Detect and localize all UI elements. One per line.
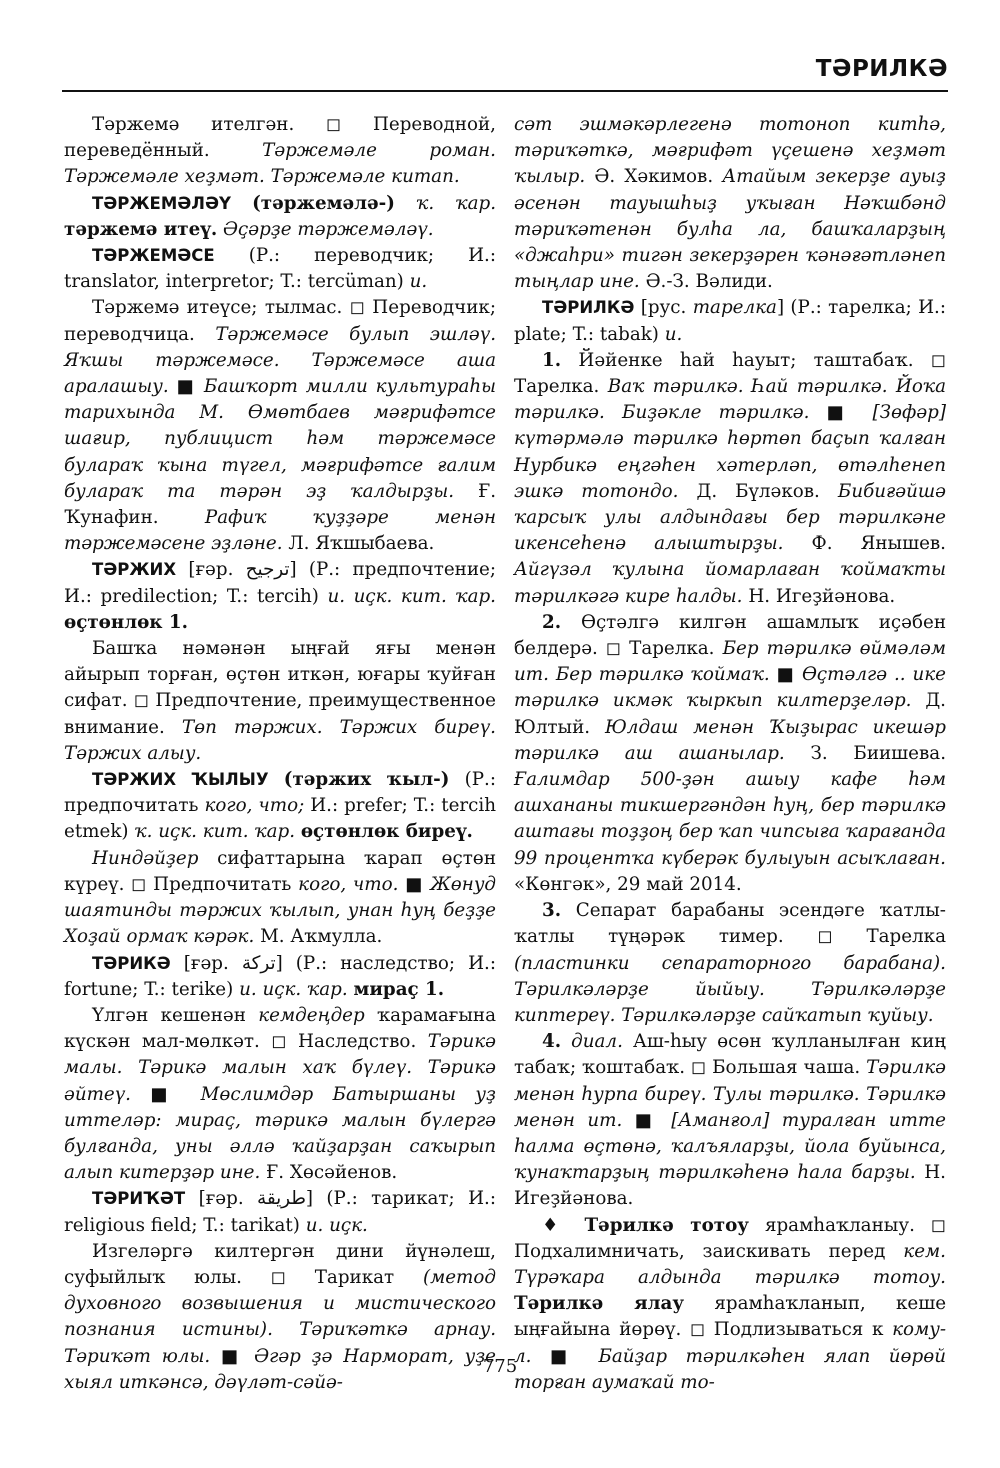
grammar-label: и. иҫк. кит. ҡар. — [327, 585, 496, 607]
entry-tarjemase-sense — [64, 295, 496, 557]
examples: Бер тәрилкә өймәләм ит. Бер тәрилкә ҡоймаҡ. ■ Өҫтәлгә .. ике тәрилкә икмәк ҡыркып килтерҙеләр. — [514, 638, 946, 712]
diamond-icon: ♦ — [542, 1214, 569, 1236]
definition-italic: кемдеңдер — [258, 1004, 365, 1026]
example: Әҫәрҙе тәржемәләү. — [223, 218, 434, 240]
grammar-label: ҡ. ҡар. — [416, 192, 497, 214]
source: Ф. Янышев. — [811, 533, 946, 555]
headword: ТӘРИКӘ — [92, 953, 171, 973]
entry-continuation — [514, 112, 946, 295]
source: Ә.-З. Вәлиди. — [645, 271, 773, 293]
headword: ТӘРИҠӘТ — [92, 1189, 186, 1209]
sense-number: 1. — [542, 349, 562, 371]
source: Н. Игеҙйәнова. — [514, 1162, 946, 1210]
entry-tarika — [64, 951, 496, 1003]
grammar-label: ҡ. иҫк. кит. ҡар. — [134, 821, 296, 843]
left-column — [64, 112, 496, 1396]
entry-tarilka — [514, 295, 946, 347]
grammar-label: и. — [409, 271, 428, 293]
entry-tarjih-sense — [64, 636, 496, 767]
source: Ғ. Хөсәйенов. — [266, 1162, 398, 1184]
arabic-word: ترجيح — [245, 559, 290, 581]
grammar-label: и. иҫк. ҡар. — [239, 978, 348, 1000]
arabic-word: تركة — [241, 952, 276, 974]
phrase: Тәрилкә тотоу — [584, 1214, 749, 1236]
source: «Көнгәк», 29 май 2014. — [514, 873, 742, 895]
definition: Тәржемә итеүсе; тылмас. ◻ Переводчик; переводчица. — [64, 297, 496, 345]
cross-reference: өҫтөнлөк 1. — [64, 611, 188, 633]
definition: ярамһаҡланыу. ◻ Подхалимничать, заискивать перед — [514, 1214, 946, 1262]
definition-italic: кому-л. — [514, 1319, 947, 1367]
grammar-label: и. иҫк. — [305, 1214, 368, 1236]
source: Ғ. Ҡунафин. — [64, 480, 497, 529]
example: ■ Байҙар тәрилкәһен ялап йөрөй торған аумаҡай то- — [514, 1345, 946, 1393]
definition: ярамһаҡланып, кеше ыңғайына йөрөү. ◻ Подлизываться к — [514, 1293, 947, 1341]
running-head: ТӘРИЛКӘ — [815, 56, 948, 82]
etymology: (Р.: предпочитать — [64, 769, 497, 817]
cross-reference: өҫтөнлөк биреү. — [300, 821, 473, 843]
definition-italic: Ниндәйҙер — [92, 847, 199, 869]
headword: ТӘРЖЕМӘЛӘҮ — [92, 193, 231, 213]
sense-1 — [514, 348, 946, 610]
examples: Тәрилкәләрҙе йыйыу. Тәрилкәләрҙе киптереү. Тәрилкәләрҙе сайҡатып ҡуйыу. — [514, 978, 946, 1026]
sense-3 — [514, 898, 946, 1029]
headword: ТӘРИЛКӘ — [542, 298, 635, 318]
headword: ТӘРЖИХ — [92, 560, 177, 580]
examples: Тәрилкә менән һурпа биреү. Тулы тәрилкә. Тәрилкә менән ит. ■ [Аманғол] туралған итте һалма өҫтөнә, ҡалъяларҙы, йола буйынса, ҡунаҡтарҙың тәрилкәһенә һала барҙы. — [514, 1057, 947, 1184]
etymology-prefix: [ғәр. — [188, 559, 234, 581]
examples: Тәржемәсе булып эшләү. Яҡшы тәржемәсе. Тәржемәсе аша аралашыу. ■ Башҡорт милли культураһы тарихында М. Өмөтбаев мәғрифәтсе шағир, публицист һәм тәржемәсе булараҡ ҡына түгел, мәғрифәтсе ғалим булараҡ та тәрән эҙ ҡалдырҙы. — [64, 323, 496, 502]
source: Д. Бүләков. — [696, 480, 820, 502]
source: З. Биишева. — [810, 742, 946, 764]
example: Рафиҡ ҡуҙҙәре менән тәржемәсене эҙләне. — [64, 507, 496, 555]
example: Айгүзәл ҡулына йомарлаған ҡоймаҡты тәрилкәгә кире һалды. — [514, 559, 946, 607]
examples: Тәрикә малы. Тәрикә малын хаҡ бүлеү. Тәрикә әйтеү. ■ Мөслимдәр Батыршаны уҙ иттеләр: мираҫ, тәрикә малын бүлергә булғанда, уны әллә ҡайҙарҙан саҡырып алып китерҙәр ине. — [64, 1031, 497, 1184]
examples: Тәриҡәткә арнау. Тәриҡәт юлы. ■ Әгәр ҙә Нарморат, уҙе хыял иткәнсә, дәүләт-сәйә- — [64, 1319, 497, 1393]
entry-tarjemalau — [64, 191, 496, 243]
definition-italic: кого, что. — [298, 873, 399, 895]
entry-tarjemase — [64, 243, 496, 295]
source: Ә. Хәкимов. — [594, 166, 714, 188]
etymology-italic: тарелка — [692, 297, 777, 319]
definition: Аш-һыу өсөн ҡулланылған киң табаҡ; ҡоштабаҡ. ◻ Большая чаша. — [514, 1031, 947, 1079]
examples: Ваҡ тәрилкә. Һай тәрилкә. Йоҡа тәрилкә. Биҙәкле тәрилкә. ■ [Зөфәр] күтәрмәлә тәрилкә һөртөп баҫып ҡалған Нурбикә еңгәһен хәтерләп, өтәлһенеп эшкә тотондо. — [514, 376, 947, 502]
sense-2 — [514, 610, 946, 898]
entry-tarika-sense — [64, 1003, 496, 1186]
example: Ғалимдар 500-ҙән ашыу кафе һәм ашхананы тикшергәндән һуң, бер тәрилкә аштағы тоҙҙоң бер ҡап чипсыға ҡарағанда 99 процентҡа күберәк булыуын асыҡлаған. — [514, 769, 946, 869]
definition: Изгеләргә килтергән дини йүнәлеш, суфыйлыҡ юлы. ◻ Тарикат — [64, 1240, 496, 1288]
entry-tarjih — [64, 557, 496, 636]
definition-italic: кем. — [903, 1240, 946, 1262]
definition: ҡарамағына күскән мал-мөлкәт. ◻ Наследство. — [64, 1004, 497, 1053]
headword: ТӘРЖЕМӘСЕ — [92, 246, 215, 266]
sense-4 — [514, 1029, 946, 1212]
dialect-label: диал. — [571, 1031, 623, 1053]
definition: Үлгән кешенән — [92, 1004, 246, 1026]
sense-number: 3. — [542, 900, 562, 922]
right-column — [514, 112, 946, 1396]
example: Түрәҡара алдында тәрилкә тотоу. — [514, 1266, 946, 1288]
phrase: Тәрилкә ялау — [514, 1293, 685, 1315]
examples: Төп тәржих. Тәржих биреү. Тәржих алыу. — [64, 716, 496, 764]
source: М. Аҡмулла. — [260, 926, 383, 948]
definition: Сепарат барабаны эсендәге ҡатлы-ҡатлы түңәрәк тимер. ◻ Тарелка — [514, 900, 946, 948]
source: Д. Юлтый. — [514, 690, 946, 738]
entry-tarjih-kylyu-sense — [64, 846, 496, 951]
source: Л. Яҡшыбаева. — [288, 533, 435, 555]
entry-tariket — [64, 1186, 496, 1238]
definition-italic: (пластинки сепараторного барабана). — [514, 952, 946, 974]
sense-number: 4. — [542, 1031, 562, 1053]
stem: (тәржих ҡыл-) — [283, 769, 450, 791]
stem: (тәржемәлә-) — [252, 192, 395, 214]
definition: Башҡа нәмәнән ыңғай яғы менән айырып торған, өҫтөн иткән, юғары ҡуйған сифат. ◻ Предпочтение, преимущественное внимание. — [64, 638, 496, 738]
etymology: ] (Р.: тарикат; И.: religious field; T.: tarikat) — [64, 1188, 496, 1236]
definition: Өҫтәлгә килгән ашамлыҡ иҫәбен белдерә. ◻ Тарелка. — [514, 611, 946, 660]
etymology: И.: prefer; T.: tercih etmek) — [64, 795, 496, 843]
header-rule — [62, 90, 948, 92]
etymology: ] (Р.: предпочтение; И.: predilection; T.: tercih) — [64, 559, 496, 607]
etymology-italic: кого, что; — [204, 795, 305, 817]
entry-tarjih-kylyu — [64, 767, 496, 846]
etymology: (Р.: переводчик; И.: translator, interpretor; T.: tercüman) — [64, 245, 497, 293]
arabic-word: طريقة — [257, 1188, 306, 1210]
etymology: ] (Р.: наследство; И.: fortune; T.: terike) — [64, 952, 497, 1000]
example: ■ Жөнуд шаятинды тәржих ҡылып, унан һуң беҙҙе Хоҙай ормаҡ кәрәк. — [64, 873, 497, 948]
examples: Тәржемәле роман. Тәржемәле хеҙмәт. Тәржемәле китап. — [64, 140, 496, 188]
cross-reference: тәржемә итеү. — [64, 218, 218, 240]
definition: Тәржемә ителгән. ◻ Переводной, переведённый. — [64, 114, 496, 162]
headword: ТӘРЖИХ ҠЫЛЫУ — [92, 770, 269, 790]
definition: Йәйенке һай һауыт; таштабаҡ. ◻ Тарелка. — [514, 349, 946, 398]
definition-italic: (метод духовного возвышения и мистического познания истины). — [64, 1266, 496, 1341]
etymology-prefix: [рус. — [640, 297, 687, 319]
etymology-prefix: [ғәр. — [198, 1188, 244, 1210]
entry-continuation — [64, 112, 496, 191]
sense-number: 2. — [542, 611, 562, 633]
grammar-label: и. — [664, 323, 683, 345]
example: сәт эшмәкәрлегенә тотоноп китһә, тәриҡәткә, мәғрифәт үҫешенә хеҙмәт ҡылыр. — [514, 114, 946, 188]
example: Атайым зекерҙе ауыҙ әсенән тауышһыҙ уҡыған Нәҡшбәнд тәриҡәтенән булһа ла, башҡаларҙың «джаһри» тигән зекерҙәрен ҡәнәғәтләнеп тыңлар ине. — [514, 166, 947, 293]
etymology-prefix: [ғәр. — [183, 952, 229, 974]
example: Бибиғәйшә ҡарсыҡ улы алдындағы бер тәрилкәне икенсеһенә алыштырҙы. — [514, 480, 946, 555]
definition: сифаттарына ҡарап өҫтөн күреү. ◻ Предпочитать — [64, 847, 497, 895]
cross-reference: мираҫ 1. — [353, 978, 445, 1000]
page-number: 775 — [482, 1356, 518, 1377]
etymology: ] (Р.: тарелка; И.: plate; T.: tabak) — [514, 297, 947, 345]
example: Юлдаш менән Ҡыҙырас икешәр тәрилкә аш ашанылар. — [514, 716, 946, 764]
source: Н. Игеҙйәнова. — [748, 585, 896, 607]
